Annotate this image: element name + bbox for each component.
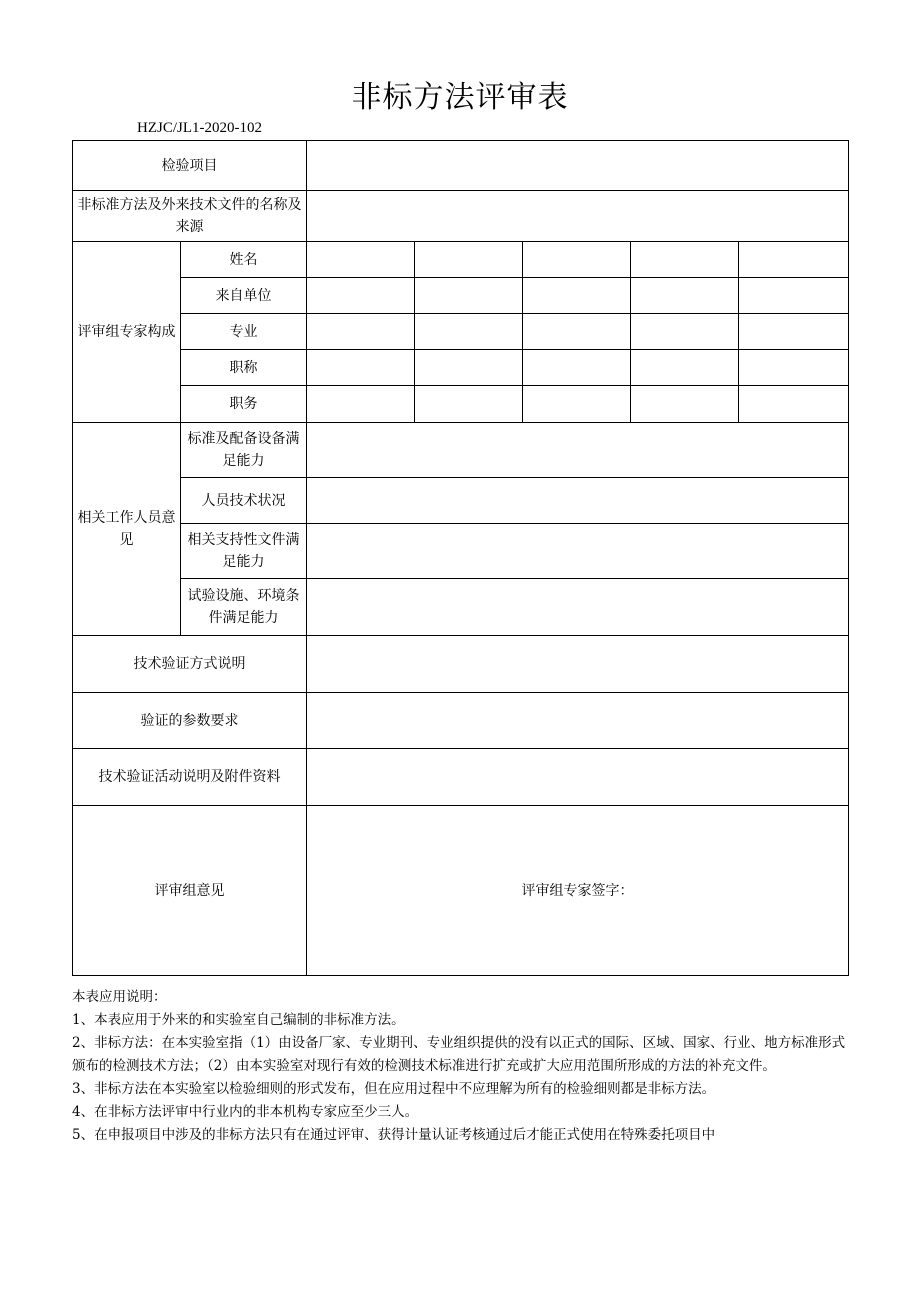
tech-verification-method-label: 技术验证方式说明 xyxy=(73,636,307,693)
panel-cell[interactable] xyxy=(631,278,739,314)
usage-notes xyxy=(72,986,852,1147)
staff-field-personnel: 人员技术状况 xyxy=(181,478,307,524)
panel-cell[interactable] xyxy=(415,386,523,423)
panel-cell[interactable] xyxy=(307,314,415,350)
panel-cell[interactable] xyxy=(739,314,849,350)
panel-cell[interactable] xyxy=(631,350,739,386)
activity-attachments-value[interactable] xyxy=(307,749,849,806)
note-item: 2、非标方法：在本实验室指（1）由设备厂家、专业期刊、专业组织提供的没有以正式的国际、区域、国家、行业、地方标准形式颁布的检测技术方法；（2）由本实验室对现行有效的检测技术标准进行扩充或扩大应用范围所形成的方法的补充文件。 xyxy=(72,1035,846,1074)
panel-cell[interactable] xyxy=(523,278,631,314)
panel-cell[interactable] xyxy=(307,386,415,423)
panel-cell[interactable] xyxy=(523,386,631,423)
panel-group-label: 评审组专家构成 xyxy=(73,242,181,423)
panel-field-title: 职称 xyxy=(181,350,307,386)
panel-field-specialty: 专业 xyxy=(181,314,307,350)
panel-field-position: 职务 xyxy=(181,386,307,423)
panel-cell[interactable] xyxy=(307,242,415,278)
panel-cell[interactable] xyxy=(739,386,849,423)
note-item: 1、本表应用于外来的和实验室自己编制的非标准方法。 xyxy=(72,1012,405,1028)
param-requirements-label: 验证的参数要求 xyxy=(73,693,307,749)
method-name-source-label: 非标准方法及外来技术文件的名称及来源 xyxy=(73,191,307,242)
panel-cell[interactable] xyxy=(415,242,523,278)
staff-field-facilities: 试验设施、环境条件满足能力 xyxy=(181,579,307,636)
document-number: HZJC/JL1-2020-102 xyxy=(137,120,262,136)
inspection-item-label: 检验项目 xyxy=(73,141,307,191)
staff-field-value[interactable] xyxy=(307,478,849,524)
note-item: 4、在非标方法评审中行业内的非本机构专家应至少三人。 xyxy=(72,1104,419,1120)
expert-signature-field[interactable]: 评审组专家签字： xyxy=(307,806,849,976)
panel-cell[interactable] xyxy=(739,350,849,386)
staff-group-label: 相关工作人员意见 xyxy=(73,423,181,636)
panel-cell[interactable] xyxy=(415,314,523,350)
staff-field-value[interactable] xyxy=(307,524,849,579)
panel-cell[interactable] xyxy=(415,350,523,386)
review-form-table xyxy=(72,140,849,976)
panel-cell[interactable] xyxy=(631,386,739,423)
page-title: 非标方法评审表 xyxy=(351,80,569,115)
panel-cell[interactable] xyxy=(523,350,631,386)
staff-field-equipment: 标准及配备设备满足能力 xyxy=(181,423,307,478)
note-item: 3、非标方法在本实验室以检验细则的形式发布，但在应用过程中不应理解为所有的检验细则都是非标方法。 xyxy=(72,1081,716,1097)
panel-field-name: 姓名 xyxy=(181,242,307,278)
panel-cell[interactable] xyxy=(523,314,631,350)
panel-cell[interactable] xyxy=(415,278,523,314)
panel-cell[interactable] xyxy=(739,278,849,314)
panel-cell[interactable] xyxy=(307,278,415,314)
staff-field-value[interactable] xyxy=(307,579,849,636)
note-item: 5、在申报项目中涉及的非标方法只有在通过评审、获得计量认证考核通过后才能正式使用在特殊委托项目中 xyxy=(72,1127,716,1143)
param-requirements-value[interactable] xyxy=(307,693,849,749)
panel-cell[interactable] xyxy=(631,314,739,350)
panel-cell[interactable] xyxy=(307,350,415,386)
staff-field-value[interactable] xyxy=(307,423,849,478)
review-opinion-label: 评审组意见 xyxy=(73,806,307,976)
activity-attachments-label: 技术验证活动说明及附件资料 xyxy=(73,749,307,806)
notes-heading: 本表应用说明： xyxy=(72,989,167,1005)
tech-verification-method-value[interactable] xyxy=(307,636,849,693)
inspection-item-value[interactable] xyxy=(307,141,849,191)
panel-cell[interactable] xyxy=(739,242,849,278)
staff-field-documents: 相关支持性文件满足能力 xyxy=(181,524,307,579)
panel-cell[interactable] xyxy=(523,242,631,278)
panel-field-unit: 来自单位 xyxy=(181,278,307,314)
panel-cell[interactable] xyxy=(631,242,739,278)
method-name-source-value[interactable] xyxy=(307,191,849,242)
